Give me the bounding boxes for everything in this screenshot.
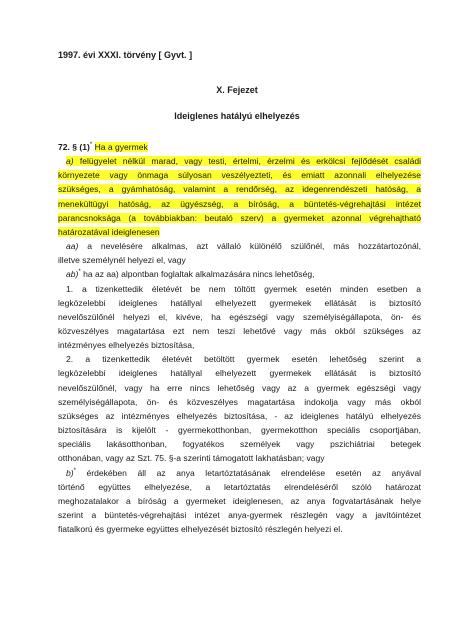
paragraph-intro: Ha a gyermek bbox=[94, 142, 148, 152]
item-a-label: a) bbox=[66, 156, 74, 167]
item-aa-label: aa) bbox=[66, 241, 79, 252]
item-2-line: otthonában, vagy az Szt. 75. §-a szerinti támogatott lakhatásban; vagy bbox=[58, 453, 325, 464]
item-1 bbox=[58, 282, 421, 353]
item-2-line: legközelebbi ideiglenes hatállyal elhelyezett gyermekek ellátását is biztosító bbox=[58, 368, 421, 379]
item-1-line: nevelőszülőnél helyezi el, kivéve, ha egészségi vagy személyiségállapota, ön- és bbox=[58, 311, 421, 322]
item-a-line: a) felügyelet nélkül marad, vagy testi, értelmi, érzelmi és erkölcsi fejlődését családi bbox=[66, 156, 422, 167]
item-b-line: történő együttes elhelyezése, a letartóztatás elrendeléséről szóló határozat bbox=[58, 481, 421, 492]
item-aa-line: aa) a nevelésére alkalmas, azt vállaló különélő szülőnél, más hozzátartozónál, bbox=[66, 241, 422, 252]
item-1-line: 1. a tizenkettedik életévét be nem töltött gyermek esetén minden esetben a bbox=[66, 283, 421, 294]
item-aa bbox=[58, 239, 421, 267]
item-aa-line: illetve személynél helyezi el, vagy bbox=[58, 255, 186, 266]
item-1-line: intézményes elhelyezés biztosítása, bbox=[58, 340, 195, 351]
paragraph-header bbox=[58, 140, 421, 154]
law-title: 1997. évi XXXI. törvény [ Gyvt. ] bbox=[58, 50, 193, 60]
item-a-line: szükséges, a gyámhatóság, valamint a rendőrség, az idegenrendészeti hatóság, a bbox=[58, 184, 421, 195]
item-a-line: környezete vagy önmaga súlyosan veszélyezteti, és emiatt azonnali elhelyezése bbox=[58, 170, 421, 181]
item-b-label: b) bbox=[66, 467, 74, 478]
item-2-line: biztosítására is kijelölt - gyermekotthonban, gyermekotthon speciális csoportjában, bbox=[58, 425, 421, 436]
item-b-line: szerint a büntetés-végrehajtási intézet anya-gyermek részlegén vagy a javítóintézet bbox=[58, 510, 421, 521]
amendment-marker[interactable]: * bbox=[78, 269, 81, 276]
amendment-marker[interactable]: * bbox=[89, 142, 93, 149]
item-b-line: b)* érdekében áll az anya letartóztatásának elrendelése esetén az anyával bbox=[66, 467, 422, 478]
section-heading: Ideiglenes hatályú elhelyezés bbox=[174, 111, 300, 121]
item-2-line: speciális lakásotthonban, fogyatékos személyek vagy pszichiátriai betegek bbox=[58, 439, 421, 450]
item-b-line: fiatalkorú és gyermeke együttes elhelyezését biztosító részlegén helyezi el. bbox=[58, 524, 343, 535]
item-b bbox=[58, 466, 421, 537]
item-ab-line: ab)* ha az aa) alpontban foglaltak alkalmazására nincs lehetőség, bbox=[66, 269, 315, 280]
item-2 bbox=[58, 352, 421, 465]
item-1-line: legközelebbi ideiglenes hatállyal elhelyezett gyermekek ellátását is biztosító bbox=[58, 297, 421, 308]
item-a bbox=[58, 154, 421, 239]
item-a-line: határozatával ideiglenesen bbox=[58, 226, 160, 237]
item-a-line: parancsnoksága (a továbbiakban: beutaló szerv) a gyermeket azonnal végrehajtható bbox=[58, 212, 421, 223]
item-ab bbox=[58, 267, 421, 281]
item-a-line: menekültügyi hatóság, az ügyészség, a bíróság, a büntetés-végrehajtási intézet bbox=[58, 198, 421, 209]
item-b-line: meghozatalakor a bíróság a gyermeket ideiglenesen, az anya fogvatartásának helye bbox=[58, 495, 421, 506]
document-body bbox=[58, 140, 421, 536]
paragraph-number: 72. § (1) bbox=[58, 142, 90, 152]
item-2-line: nevelőszülőnél, vagy ha erre nincs lehetőség vagy az a gyermek egészségi vagy bbox=[58, 382, 421, 393]
item-1-line: közveszélyes magatartása ezt nem teszi lehetővé vagy más okból szükséges az bbox=[58, 326, 421, 337]
item-2-line: személyiségállapota, ön- és közveszélyes magatartása indokolja vagy más okból bbox=[58, 396, 421, 407]
chapter-title: X. Fejezet bbox=[216, 85, 258, 95]
amendment-marker[interactable]: * bbox=[73, 467, 76, 474]
item-2-line: szükséges az intézményes elhelyezés biztosítása, - az ideiglenes hatályú elhelyezés bbox=[58, 410, 421, 421]
item-2-line: 2. a tizenkettedik életévét betöltött gyermek esetén lehetőség szerint a bbox=[66, 354, 421, 365]
item-ab-label: ab) bbox=[66, 269, 79, 280]
